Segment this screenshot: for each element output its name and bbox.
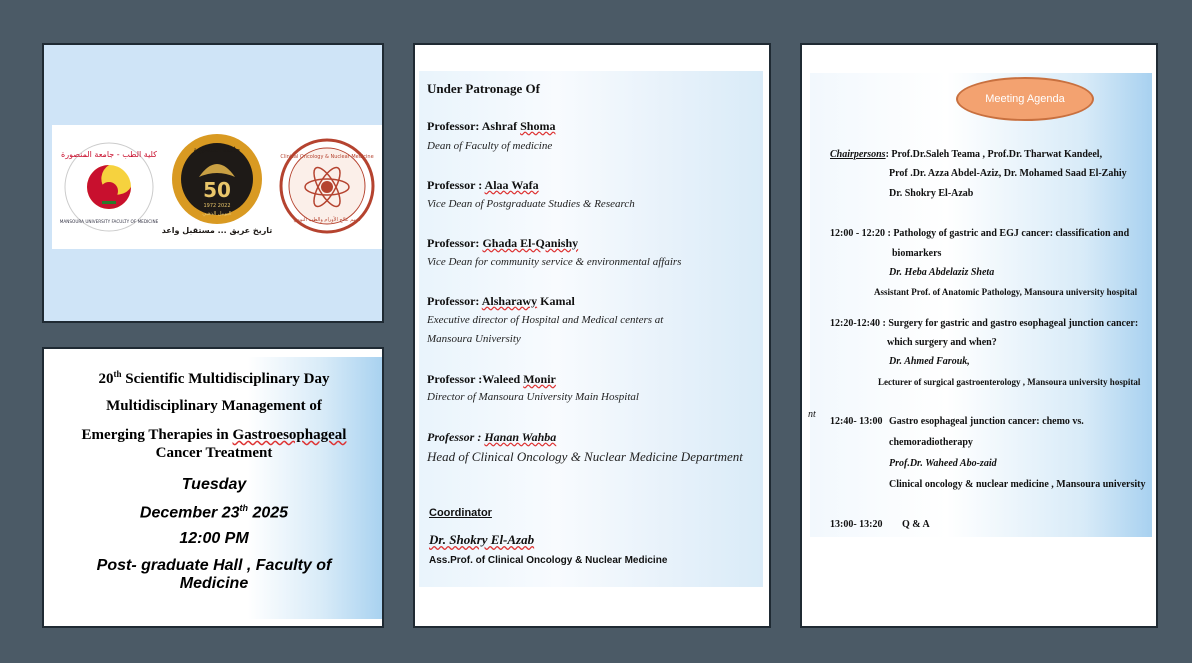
event-date-sup: th <box>239 503 249 513</box>
patron-3-surname: Ghada El-Qanishy <box>482 236 579 250</box>
event-venue-line1: Post- graduate Hall , Faculty of <box>96 557 332 574</box>
session3-speaker: Prof.Dr. Waheed Abo-zaid <box>889 458 997 469</box>
session3-title: Gastro esophageal junction cancer: chemo vs. <box>889 416 1084 427</box>
event-title-panel <box>42 347 384 628</box>
session1-speaker: Dr. Heba Abdelaziz Sheta <box>889 267 995 278</box>
logo3-arabic: قسم علاج الأورام والطب النووي <box>293 217 361 223</box>
patron-5-role: Director of Mansoura University Main Hospital <box>427 391 639 403</box>
qa-time: 13:00- 13:20 <box>830 519 883 530</box>
patron-1-name <box>427 119 555 134</box>
patron-6-surname: Hanan Wahba <box>484 430 557 444</box>
event-date-a: December 23 <box>139 504 240 522</box>
patron-4-role2: Mansoura University <box>427 333 521 345</box>
edition-rest: Scientific Multidisciplinary Day <box>125 371 330 387</box>
patron-6-title: Professor : <box>427 430 485 444</box>
agenda-panel <box>800 43 1158 628</box>
coordinator-role: Ass.Prof. of Clinical Oncology & Nuclear Medicine <box>429 555 668 566</box>
meeting-agenda-badge: Meeting Agenda <box>956 77 1094 121</box>
patron-3-role: Vice Dean for community service & environmental affairs <box>427 256 682 268</box>
faculty-of-medicine-logo <box>59 139 159 235</box>
session3-title2: chemoradiotherapy <box>889 437 973 448</box>
logo2-top-text: جامعة المنصورة <box>193 146 241 154</box>
qa-label: Q & A <box>902 519 930 530</box>
chairpersons-line2: Prof .Dr. Azza Abdel-Aziz, Dr. Mohamed Saad El-Zahiy <box>889 168 1127 179</box>
event-date-b: 2025 <box>248 504 289 522</box>
chairpersons-line3: Dr. Shokry El-Azab <box>889 188 974 199</box>
university-golden-jubilee-logo <box>161 133 273 239</box>
patron-1-role: Dean of Faculty of medicine <box>427 140 553 152</box>
patron-3-name <box>427 236 578 251</box>
title-line3-a: Emerging Therapies in <box>81 427 233 443</box>
patron-4-role: Executive director of Hospital and Medical centers at <box>427 314 664 326</box>
title-line2: Multidisciplinary Management of <box>106 398 322 414</box>
logo2-number: 50 <box>203 178 231 202</box>
stray-text: nt <box>808 409 816 420</box>
event-time: 12:00 PM <box>179 530 249 547</box>
patron-5-name <box>427 372 556 387</box>
patron-5-title: Professor :Waleed <box>427 372 524 386</box>
logo-strip <box>52 125 382 249</box>
title-line3-b: Gastroesophageal <box>232 427 347 443</box>
coordinator-name: Dr. Shokry El-Azab <box>429 532 535 547</box>
title-line4: Cancer Treatment <box>155 445 273 461</box>
logos-panel <box>42 43 384 323</box>
patron-4-surname: Alsharawy <box>481 294 538 308</box>
logo2-motto: تاريخ عريق ... مستقبل واعد <box>161 226 273 235</box>
session2-title: 12:20-12:40 : Surgery for gastric and gastro esophageal junction cancer: <box>830 318 1139 329</box>
patron-6-name <box>427 430 556 445</box>
logo2-jubilee: اليوبيل الذهبي <box>202 211 232 217</box>
patron-4-title: Professor: <box>427 294 482 308</box>
chairpersons-label: Chairpersons <box>830 149 886 160</box>
session1-title2: biomarkers <box>892 248 942 259</box>
patron-2-name <box>427 178 539 193</box>
event-edition-line <box>44 369 384 388</box>
patronage-heading: Under Patronage Of <box>427 81 540 96</box>
patron-2-title: Professor : <box>427 178 485 192</box>
logo1-english: MANSOURA UNIVERSITY FACULTY OF MEDICINE <box>59 219 159 224</box>
patron-1-title: Professor: Ashraf <box>427 119 521 133</box>
patron-2-surname: Alaa Wafa <box>484 178 539 192</box>
chairpersons-line1 <box>830 149 1102 160</box>
patron-1-surname: Shoma <box>520 119 556 133</box>
patronage-panel <box>413 43 771 628</box>
event-date <box>44 503 384 522</box>
session2-role: Lecturer of surgical gastroenterology , Mansoura university hospital <box>878 377 1141 387</box>
patron-2-role: Vice Dean of Postgraduate Studies & Research <box>427 198 635 210</box>
logo3-text: Clinical Oncology & Nuclear Medicine <box>280 154 374 160</box>
chairpersons-names1: : Prof.Dr.Saleh Teama , Prof.Dr. Tharwat Kandeel, <box>885 149 1103 160</box>
title-line3 <box>44 427 384 444</box>
logo1-arabic: كلية الطب - جامعة المنصورة <box>61 150 157 159</box>
patron-4-surname-rest: Kamal <box>537 294 575 308</box>
session2-speaker: Dr. Ahmed Farouk, <box>889 356 970 367</box>
patron-3-title: Professor: <box>427 236 483 250</box>
edition-suffix: th <box>113 369 122 379</box>
session2-title2: which surgery and when? <box>887 337 997 348</box>
patron-5-surname: Monir <box>523 372 556 386</box>
logo2-years: 1972 2022 <box>203 203 231 209</box>
session3-time: 12:40- 13:00 <box>830 416 883 427</box>
coordinator-label: Coordinator <box>429 507 492 519</box>
clinical-oncology-department-logo <box>279 137 375 235</box>
event-venue-line2: Medicine <box>179 575 249 592</box>
edition-number: 20 <box>98 371 114 387</box>
session1-title: 12:00 - 12:20 : Pathology of gastric and EGJ cancer: classification and <box>830 228 1130 239</box>
session1-role: Assistant Prof. of Anatomic Pathology, Mansoura university hospital <box>874 287 1138 297</box>
session3-role: Clinical oncology & nuclear medicine , Mansoura university <box>889 479 1146 490</box>
patron-6-role: Head of Clinical Oncology & Nuclear Medicine Department <box>427 449 743 464</box>
event-day: Tuesday <box>181 476 247 493</box>
patron-4-name <box>427 294 575 309</box>
